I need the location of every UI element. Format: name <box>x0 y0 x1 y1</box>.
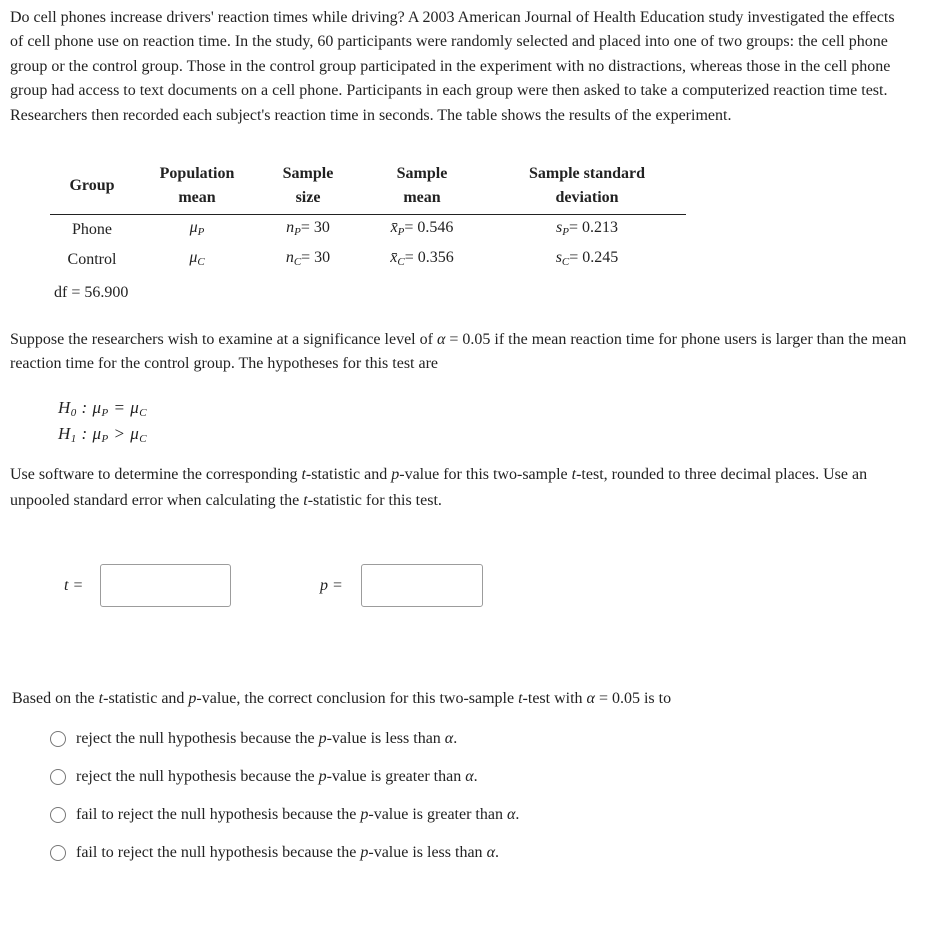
header-population-mean: Population mean <box>134 160 260 215</box>
degrees-of-freedom: df = 56.900 <box>54 284 129 301</box>
table-row <box>50 215 686 246</box>
option-fail-reject-p-less[interactable] <box>50 841 499 865</box>
t-statistic-input[interactable] <box>100 564 231 607</box>
option-reject-p-greater[interactable] <box>50 765 478 789</box>
header-group: Group <box>50 160 134 215</box>
table-row <box>50 245 686 275</box>
option-label: reject the null hypothesis because the p-value is less than α. <box>76 730 458 747</box>
header-sample-mean: Sample mean <box>356 160 488 215</box>
radio-button[interactable] <box>50 731 66 747</box>
alternative-hypothesis: $H_1$ : $\mu_P > \mu_C$ <box>58 424 148 445</box>
cell-sample-mean: $x̄_P= 0.546$ <box>390 219 454 238</box>
cell-group: Control <box>67 251 117 268</box>
cell-sample-mean: $x̄_C= 0.356$ <box>390 249 454 268</box>
p-value-input[interactable] <box>361 564 483 607</box>
cell-sample-size: $n_C= 30$ <box>285 249 331 268</box>
p-value-label: p = <box>320 577 343 594</box>
conclusion-prompt: Based on the t-statistic and p-value, the correct conclusion for this two-sample t-test with α = 0.05 is to <box>12 690 672 707</box>
cell-pop-mean: $\mu_C$ <box>189 249 205 268</box>
significance-paragraph: Suppose the researchers wish to examine at a significance level of α = 0.05 if the mean reaction time for phone users is larger than the mean reaction time for the control group. The hypotheses for this test are <box>10 331 907 373</box>
cell-sample-sd: $s_P= 0.213$ <box>556 219 618 238</box>
instructions-paragraph: Use software to determine the corresponding t-statistic and p-value for this two-sample t-test, rounded to three decimal places. Use an unpooled standard error when calculating the t-statistic for this test. <box>10 466 868 509</box>
cell-sample-size: $n_P= 30$ <box>286 219 330 238</box>
option-label: fail to reject the null hypothesis because the p-value is less than α. <box>76 844 499 861</box>
radio-button[interactable] <box>50 845 66 861</box>
option-fail-reject-p-greater[interactable] <box>50 803 519 827</box>
radio-button[interactable] <box>50 769 66 785</box>
option-reject-p-less[interactable] <box>50 727 457 751</box>
t-statistic-label: t = <box>64 577 84 594</box>
cell-sample-sd: $s_C= 0.245$ <box>555 249 619 268</box>
intro-paragraph: Do cell phones increase drivers' reaction times while driving? A 2003 American Journal of Health Education study investigated the effects of cell phone use on reaction time. In the study, 60 participants were randomly selected and placed into one of two groups: the cell phone group or the control group. Those in the control group participated in the experiment with no distractions, whereas those in the cell phone group had access to text documents on a cell phone. Participants in each group were then asked to take a computerized reaction time test. Researchers then recorded each subject's reaction time in seconds. The table shows the results of the experiment. <box>10 9 895 124</box>
option-label: reject the null hypothesis because the p-value is greater than α. <box>76 768 478 785</box>
header-sample-size: Sample size <box>260 160 356 215</box>
header-sample-sd: Sample standard deviation <box>488 160 686 215</box>
option-label: fail to reject the null hypothesis because the p-value is greater than α. <box>76 806 520 823</box>
cell-group: Phone <box>72 221 112 238</box>
radio-button[interactable] <box>50 807 66 823</box>
null-hypothesis: $H_0$ : $\mu_P = \mu_C$ <box>58 398 148 419</box>
cell-pop-mean: $\mu_P$ <box>189 219 205 238</box>
results-table <box>50 160 686 275</box>
